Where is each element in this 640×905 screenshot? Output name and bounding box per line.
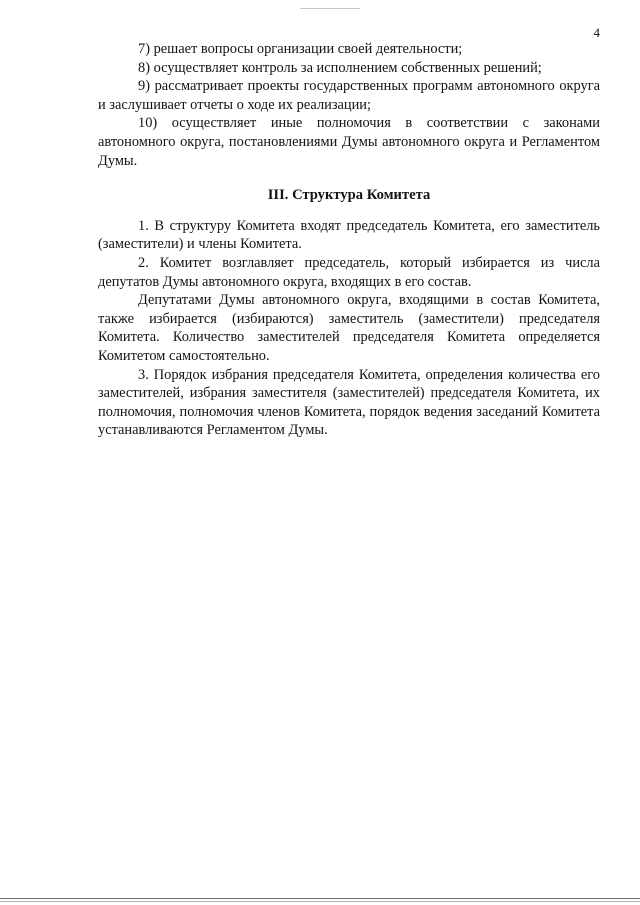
scan-bottom-edge-shadow <box>0 901 640 902</box>
scan-artifact-line <box>300 8 360 9</box>
document-body <box>98 40 600 440</box>
scan-bottom-edge <box>0 898 640 899</box>
section-paragraph-3: 3. Порядок избрания председателя Комитета, определения количества его заместителей, избрания заместителя (заместителей) председателя Комитета, их полномочия, полномочия членов Комитета, порядок ведения заседаний Комитета устанавливаются Регламентом Думы. <box>98 366 600 439</box>
page-number: 4 <box>593 25 600 40</box>
section-paragraph-2-continued: Депутатами Думы автономного округа, входящими в состав Комитета, также избирается (избираются) заместитель (заместители) председателя Комитета. Количество заместителей председателя Комитета определяется Комитетом самостоятельно. <box>98 292 600 364</box>
list-item-9: 9) рассматривает проекты государственных программ автономного округа и заслушивает отчеты о ходе их реализации; <box>98 78 600 113</box>
section-paragraph-2: 2. Комитет возглавляет председатель, который избирается из числа депутатов Думы автономного округа, входящих в его состав. <box>98 254 600 290</box>
section-heading: III. Структура Комитета <box>267 187 431 204</box>
list-item-10: 10) осуществляет иные полномочия в соответствии с законами автономного округа, постановлениями Думы автономного округа и Регламентом Думы. <box>98 115 600 169</box>
section-paragraph-1: 1. В структуру Комитета входят председатель Комитета, его заместитель (заместители) и члены Комитета. <box>98 217 600 253</box>
list-item-7: 7) решает вопросы организации своей деятельности; <box>138 41 463 57</box>
list-item-8: 8) осуществляет контроль за исполнением собственных решений; <box>138 59 542 76</box>
